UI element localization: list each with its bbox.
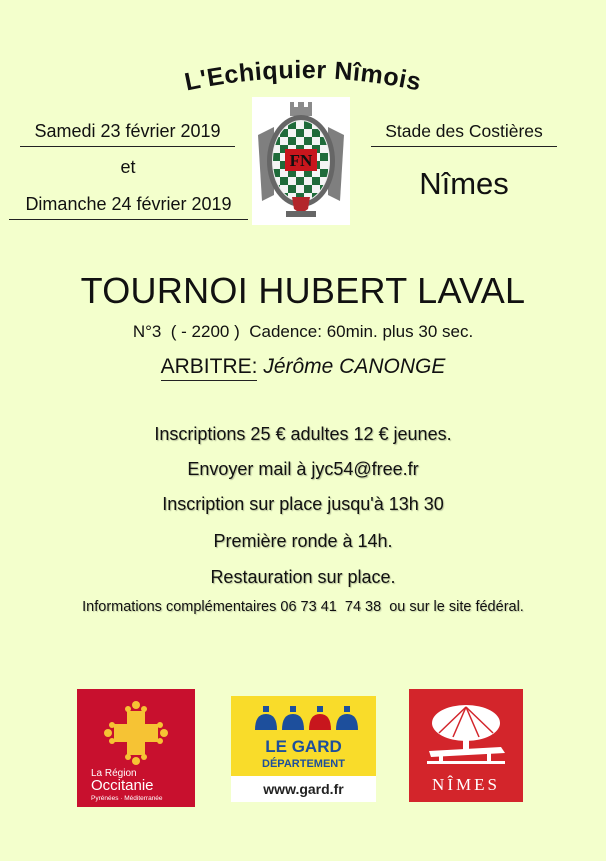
emblem-letters: FN — [289, 151, 313, 170]
date-connector: et — [120, 157, 136, 177]
info-food: Restauration sur place. — [210, 567, 396, 587]
arbitre-name: Jérôme CANONGE — [263, 355, 446, 378]
gard-line1: LE GARD — [265, 737, 342, 756]
info-first-round: Première ronde à 14h. — [213, 531, 393, 551]
occitanie-line3: Pyrénées · Méditerranée — [91, 795, 163, 802]
nimes-label: NÎMES — [432, 775, 500, 794]
occitanie-logo — [77, 689, 195, 807]
info-extra: Informations complémentaires 06 73 41 74 38 ou sur le site fédéral. — [82, 599, 524, 615]
date-day1: Samedi 23 février 2019 — [20, 121, 235, 147]
arbitre-line — [0, 355, 606, 379]
info-mail: Envoyer mail à jyc54@free.fr — [187, 459, 419, 479]
venue-place: Stade des Costières — [371, 121, 557, 147]
info-onsite: Inscription sur place jusqu'à 13h 30 — [162, 494, 444, 514]
occitanie-line2: Occitanie — [91, 777, 154, 794]
gard-line2: DÉPARTEMENT — [262, 758, 345, 770]
club-name: L'Echiquier Nîmois — [182, 55, 424, 97]
chess-rook-emblem-icon — [252, 97, 350, 225]
info-fees: Inscriptions 25 € adultes 12 € jeunes. — [154, 424, 452, 444]
date-day2: Dimanche 24 février 2019 — [9, 194, 248, 220]
svg-text:L'Echiquier Nîmois — [182, 56, 424, 97]
venue-city: Nîmes — [419, 166, 509, 201]
nimes-logo — [409, 689, 523, 802]
tournament-title: TOURNOI HUBERT LAVAL — [80, 270, 526, 311]
occitanie-line1: La Région — [91, 768, 137, 779]
gard-logo — [231, 696, 376, 802]
gard-url[interactable]: www.gard.fr — [263, 781, 344, 797]
tournament-details: N°3 ( - 2200 ) Cadence: 60min. plus 30 sec. — [132, 322, 474, 341]
arbitre-label: ARBITRE: — [161, 355, 258, 381]
